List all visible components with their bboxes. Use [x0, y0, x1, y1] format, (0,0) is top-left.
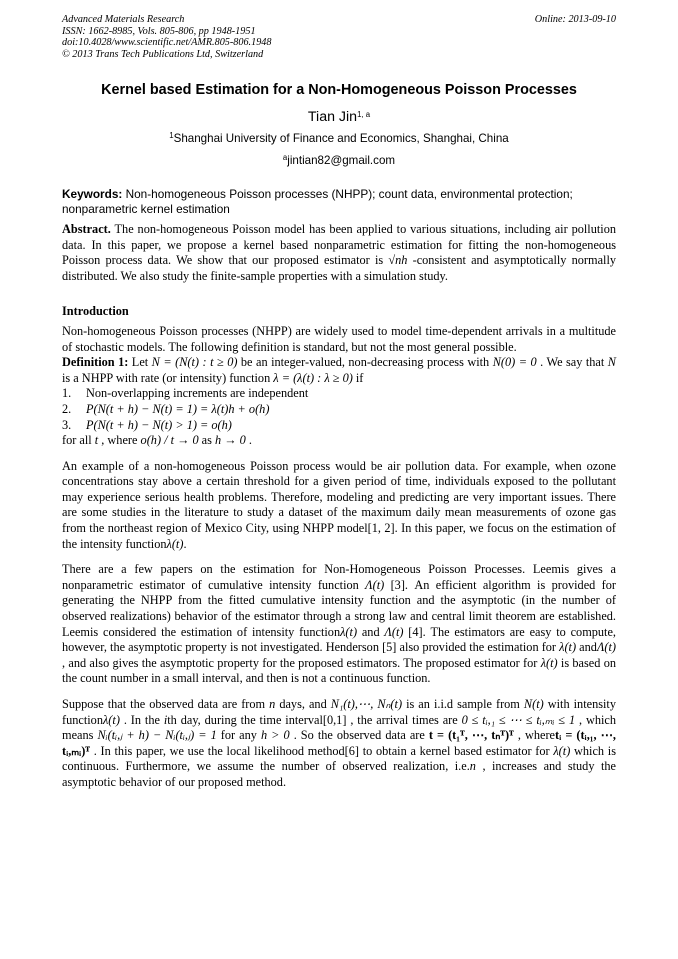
paragraph-math: tᵢ = (tᵢ,₁, ⋯, tᵢ,ₘᵢ)ᵀ: [62, 728, 616, 758]
paragraph-text: [3]. An efficient algorithm is provided for generating the NHPP from the fitted cumulative intensity function and the asymptotic (in the number of observed realizations) behavior of the estimator through a strong law and central limit theorem are established. Leemis considered the estimation of intensity function: [62, 577, 617, 639]
paragraph-math: λ(t): [102, 712, 120, 727]
definition-text: . We say that: [536, 355, 608, 370]
condition-item: [62, 418, 616, 434]
journal-name: Advanced Materials Research: [62, 14, 185, 25]
definition-1: [62, 355, 616, 386]
paragraph-math: λ(t): [540, 655, 558, 670]
email-text: jintian82@gmail.com: [287, 154, 396, 168]
condition-number: 3.: [62, 417, 72, 432]
condition-text: P(N(t + h) − N(t) > 1) = o(h): [86, 417, 232, 432]
paragraph-math: n: [469, 759, 476, 774]
paragraph-text: days, and: [275, 697, 331, 711]
for-all-text: for all: [62, 433, 95, 448]
condition-item: [62, 386, 616, 402]
definition-text: is a NHPP with rate (or intensity) function: [62, 370, 274, 385]
paragraph-text: . So the observed data are: [289, 728, 429, 743]
abstract-math: √nh: [388, 253, 408, 268]
paragraph-text: There are a few papers on the estimation for Non-Homogeneous Poisson Processes. Leemis gives a nonparametric estimator of cumulative intensity function: [62, 562, 616, 592]
issn-line: ISSN: 1662-8985, Vols. 805-806, pp 1948-1951: [62, 25, 256, 37]
doi-line: doi:10.4028/www.scientific.net/AMR.805-806.1948: [62, 37, 272, 49]
paragraph-math: Nᵢ(tᵢ,ⱼ + h) − Nᵢ(tᵢ,ⱼ) = 1: [97, 728, 217, 743]
for-all-text: , where: [98, 433, 141, 448]
paragraph-math: Λ(t): [384, 624, 404, 639]
paragraph-text: is an i.i.d sample from: [402, 697, 524, 711]
affiliation: [62, 131, 616, 146]
condition-number: 2.: [62, 401, 72, 416]
paragraph-math: N(t): [523, 697, 544, 711]
abstract-text-2: -consistent and asymptotically normally distributed. We also study the finite-sample properties with a simulation study.: [62, 253, 617, 283]
definition-math: N: [607, 355, 616, 370]
paragraph-math: Λ(t): [365, 577, 385, 592]
intro-paragraph-3: [62, 562, 616, 687]
condition-text: Non-overlapping increments are independent: [86, 386, 309, 401]
paragraph-text: , which means: [62, 712, 617, 743]
author-line: [62, 108, 616, 126]
paragraph-math: Λ(t): [596, 640, 616, 655]
paragraph-math: N₁(t),⋯, Nₙ(t): [330, 697, 403, 711]
paragraph-text: An example of a non-homogeneous Poisson process would be air pollution data. For example, when ozone concentrations stay above a certain threshold for a given period of time, individuals exposed to the pollutant may experience serious health problems. Therefore, modeling and predicting are very important issues. There are some studies in the literature to study a dataset of the maximum daily mean measurements of ozone gas from the northeast region of Mexico City, using NHPP model[1, 2]. In this paper, we focus on the estimation of the intensity function: [62, 458, 616, 551]
paragraph-text: which is continuous. Furthermore, we assume the number of observed realization, i.e.: [62, 743, 616, 774]
for-all-line: [62, 433, 616, 449]
paragraph-text: . In the: [119, 712, 164, 727]
definition-math: λ = (λ(t) : λ ≥ 0): [273, 370, 353, 385]
paragraph-text: , where: [513, 728, 555, 743]
affiliation-text: Shanghai University of Finance and Economics, Shanghai, China: [173, 132, 509, 146]
paragraph-math: n: [269, 697, 276, 711]
paragraph-text: is based on the count number in a small interval, and then is not a continuous function.: [62, 655, 616, 686]
keywords: [62, 187, 616, 217]
intro-paragraph-1: Non-homogeneous Poisson processes (NHPP) are widely used to model time-dependent arrivals in a multitude of stochastic models. The following definition is standard, but not the most general possible.: [62, 323, 616, 354]
definition-math: N(0) = 0: [492, 355, 537, 370]
definition-text: if: [352, 370, 364, 385]
abstract-text-1: The non-homogeneous Poisson model has been applied to various situations, including air pollution data. In this paper, we propose a kernel based nonparametric estimation for fitting the non-homogeneous Poisson process data. We show that our proposed estimator is: [62, 221, 616, 268]
paragraph-text: , increases and study the asymptotic behavior of our proposed method.: [62, 759, 616, 789]
definition-text: be an integer-valued, non-decreasing process with: [237, 355, 493, 370]
author-email: [62, 153, 616, 168]
keywords-label: Keywords:: [62, 187, 123, 202]
author-sup: 1, a: [357, 110, 371, 120]
definition-label: Definition 1:: [62, 355, 129, 370]
for-all-math: h → 0: [215, 433, 246, 448]
paragraph-text: . In this paper, we use the local likelihood method[6] to obtain a kernel based estimator for: [90, 743, 554, 758]
condition-item: [62, 402, 616, 418]
paragraph-text: with intensity function: [62, 697, 616, 727]
paragraph-text: .: [183, 536, 187, 551]
paragraph-text: and: [357, 624, 385, 639]
copyright-line: © 2013 Trans Tech Publications Ltd, Switzerland: [62, 48, 264, 60]
intro-paragraph-2: [62, 459, 616, 553]
section-heading-introduction: Introduction: [62, 304, 129, 319]
abstract: [62, 222, 616, 284]
masthead: [62, 14, 616, 60]
email-sup: a: [282, 153, 288, 163]
for-all-math: o(h) / t → 0: [140, 433, 199, 448]
paragraph-text: , and also gives the asymptotic property for the proposed estimators. The proposed estimator for: [62, 655, 541, 670]
keywords-text: Non-homogeneous Poisson processes (NHPP); count data, environmental protection; nonparametric kernel estimation: [62, 187, 573, 217]
author-name: Tian Jin: [307, 109, 358, 126]
condition-number: 1.: [62, 386, 72, 401]
abstract-label: Abstract.: [62, 221, 111, 236]
definition-conditions: [62, 386, 616, 433]
intro-paragraph-4: [62, 697, 616, 791]
definition-math: N = (N(t) : t ≥ 0): [151, 355, 238, 370]
paragraph-text: [4]. The estimators are easy to compute, however, the asymptotic property is not investigated. Henderson [5] also provided the estimation for: [62, 624, 617, 655]
for-all-text: .: [245, 433, 252, 448]
paragraph-math: λ(t): [553, 743, 571, 758]
paragraph-text: for any: [216, 728, 261, 743]
paragraph-math: λ(t): [166, 536, 184, 551]
definition-text: Let: [128, 355, 152, 370]
paragraph-math: λ(t): [340, 624, 358, 639]
paragraph-text: and: [576, 640, 597, 655]
paper-title: Kernel based Estimation for a Non-Homogeneous Poisson Processes: [101, 82, 577, 99]
paragraph-math: t = (t₁ᵀ, ⋯, tₙᵀ)ᵀ: [428, 728, 514, 743]
paragraph-text: Suppose that the observed data are from: [62, 697, 270, 711]
for-all-text: as: [198, 433, 216, 448]
paragraph-math: 0 ≤ tᵢ,₁ ≤ ⋯ ≤ tᵢ,ₘᵢ ≤ 1: [461, 712, 576, 727]
paragraph-math: h > 0: [260, 728, 290, 743]
condition-text: P(N(t + h) − N(t) = 1) = λ(t)h + o(h): [86, 401, 270, 416]
paragraph-text: th day, during the time interval[0,1] , the arrival times are: [167, 712, 462, 727]
paper-page: [62, 14, 616, 791]
paragraph-math: λ(t): [559, 640, 577, 655]
online-date: Online: 2013-09-10: [534, 14, 616, 25]
for-all-math: t: [94, 433, 99, 448]
affiliation-sup: 1: [169, 131, 174, 141]
paragraph-math: i: [163, 712, 168, 727]
